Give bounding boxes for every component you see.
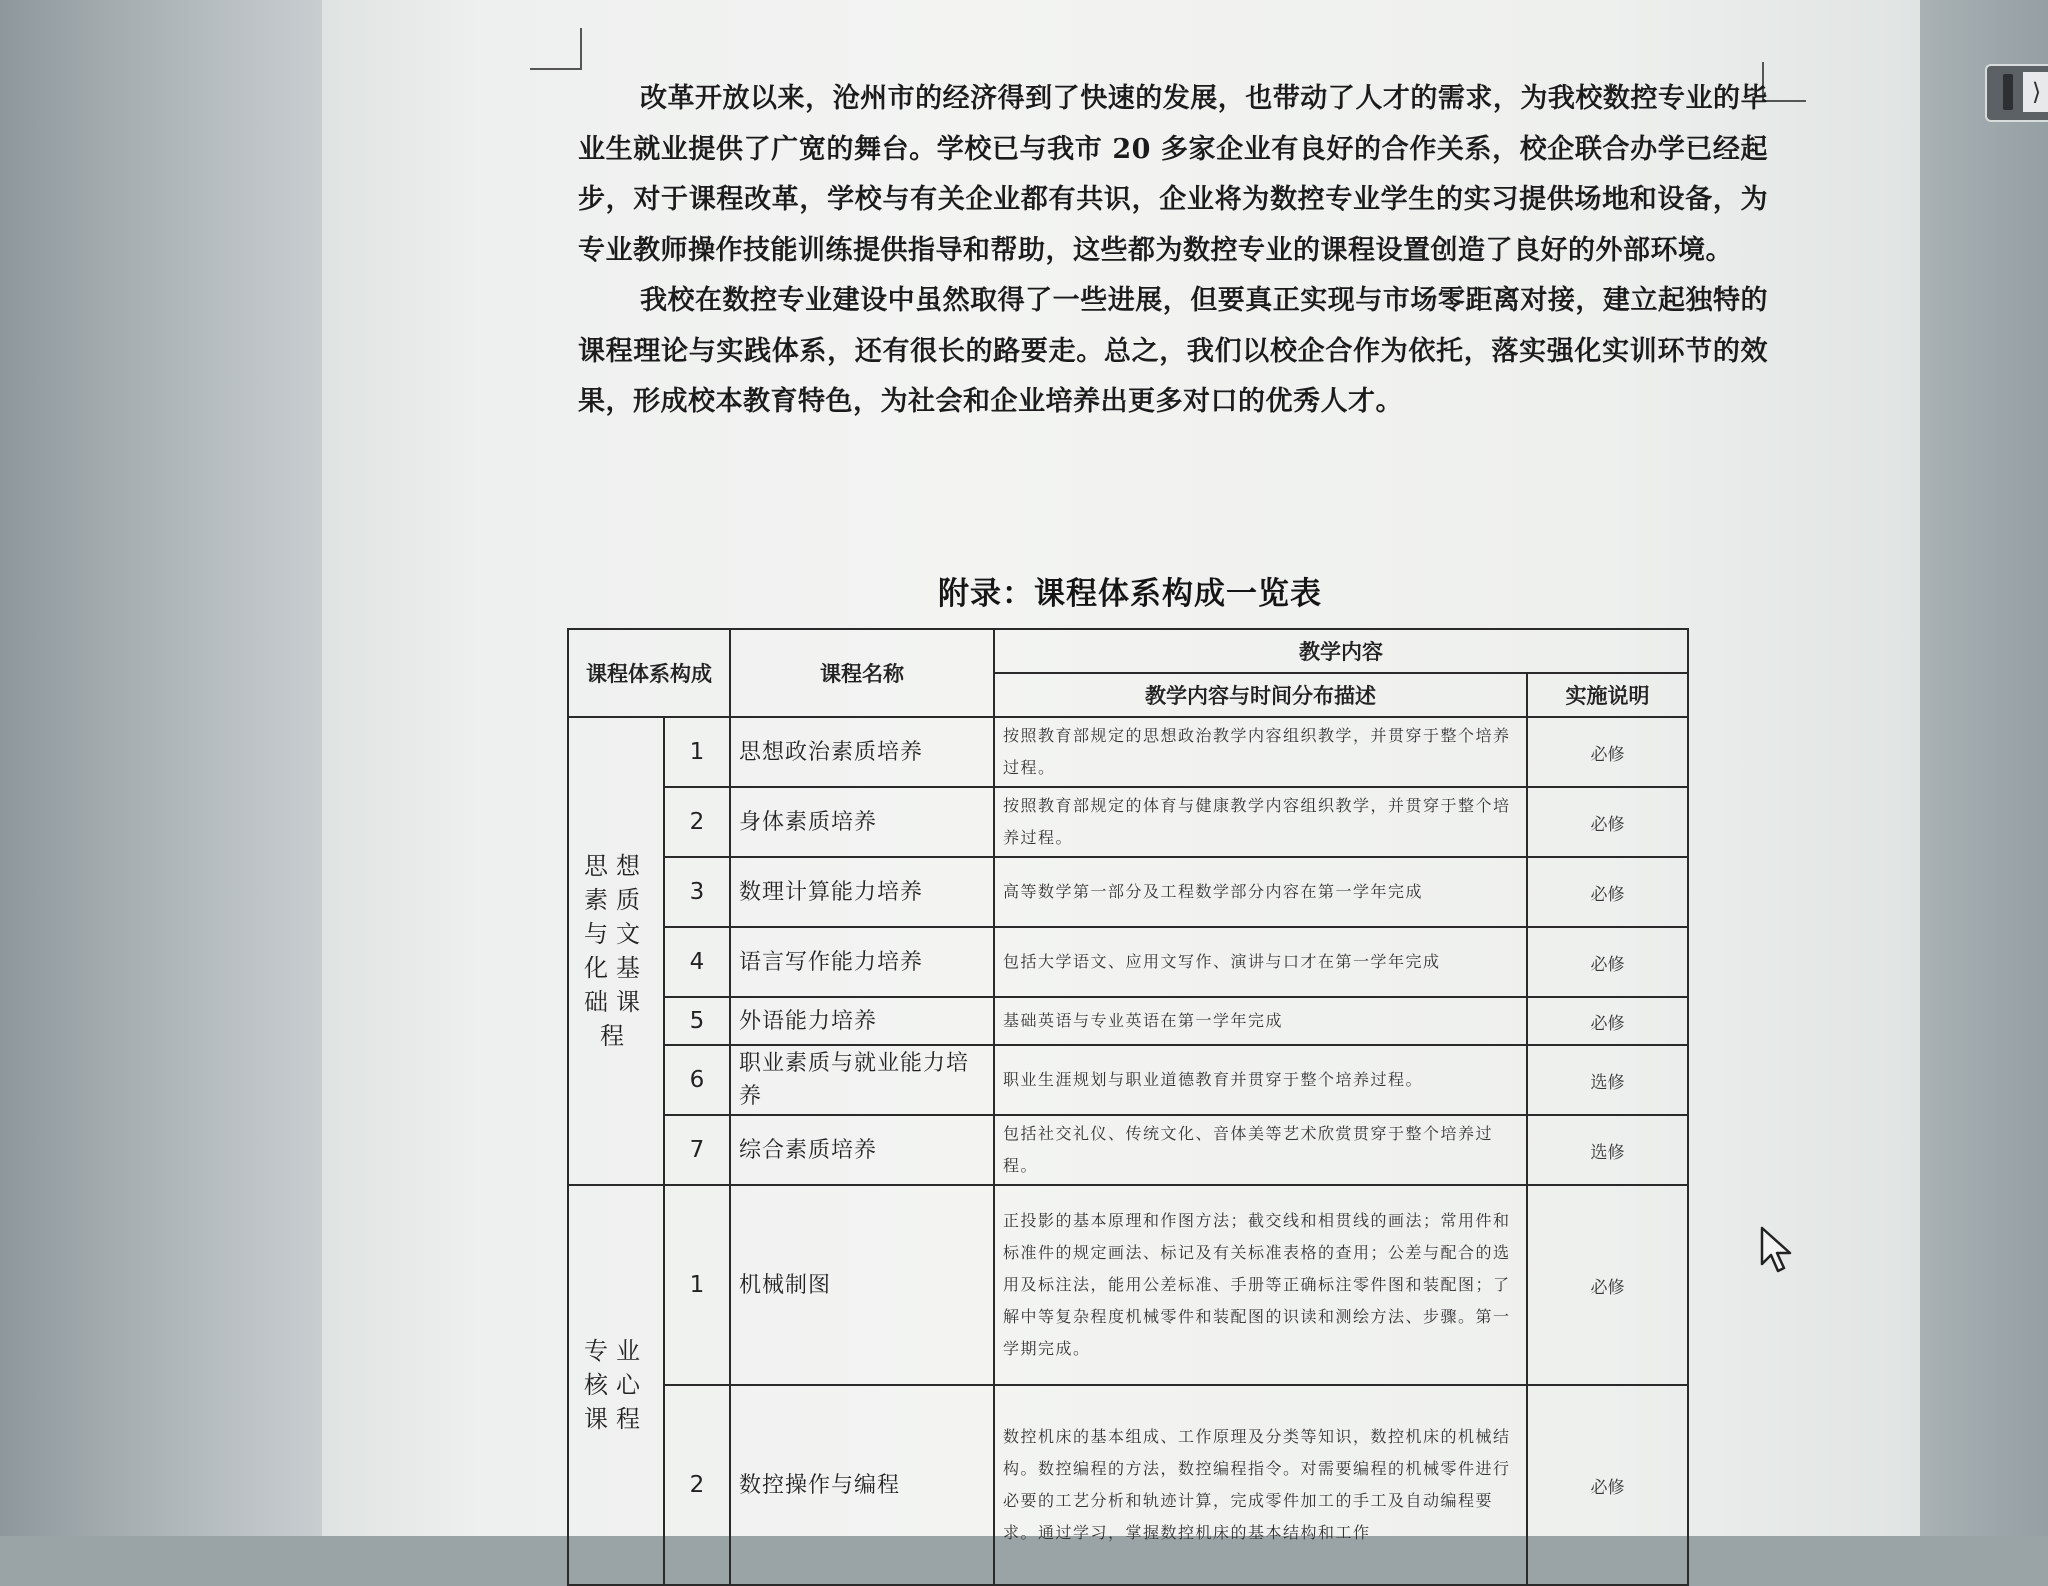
handle-grip-icon	[2003, 74, 2013, 110]
course-note: 必修	[1527, 1385, 1688, 1585]
handle-tab: ⟩	[2023, 72, 2048, 112]
course-system-table	[567, 628, 1689, 1586]
course-description: 按照教育部规定的思想政治教学内容组织教学，并贯穿于整个培养过程。	[994, 717, 1527, 787]
course-note: 必修	[1527, 927, 1688, 997]
course-name: 职业素质与就业能力培养	[730, 1045, 994, 1115]
header-course-name: 课程名称	[730, 629, 994, 717]
side-panel-handle[interactable]	[1985, 64, 2048, 122]
course-name: 综合素质培养	[730, 1115, 994, 1185]
course-description: 数控机床的基本组成、工作原理及分类等知识，数控机床的机械结构。数控编程的方法，数控编程指令。对需要编程的机械零件进行必要的工艺分析和轨迹计算，完成零件加工的手工及自动编程要求。通过学习，掌握数控机床的基本结构和工作	[994, 1385, 1527, 1585]
margin-corner-mark-left	[530, 28, 582, 70]
course-description: 按照教育部规定的体育与健康教学内容组织教学，并贯穿于整个培养过程。	[994, 787, 1527, 857]
course-description: 包括大学语文、应用文写作、演讲与口才在第一学年完成	[994, 927, 1527, 997]
margin-corner-mark-right	[1762, 62, 1806, 102]
table-row	[568, 1385, 1688, 1585]
header-category: 课程体系构成	[568, 629, 730, 717]
course-note: 必修	[1527, 1185, 1688, 1385]
row-number: 1	[664, 717, 730, 787]
course-name: 数控操作与编程	[730, 1385, 994, 1585]
mouse-pointer-icon	[1760, 1226, 1794, 1274]
course-description: 职业生涯规划与职业道德教育并贯穿于整个培养过程。	[994, 1045, 1527, 1115]
table-row	[568, 857, 1688, 927]
course-name: 机械制图	[730, 1185, 994, 1385]
course-name: 身体素质培养	[730, 787, 994, 857]
row-number: 4	[664, 927, 730, 997]
course-note: 选修	[1527, 1045, 1688, 1115]
course-description: 正投影的基本原理和作图方法；截交线和相贯线的画法；常用件和标准件的规定画法、标记及有关标准表格的查用；公差与配合的选用及标注法，能用公差标准、手册等正确标注零件图和装配图；了解中等复杂程度机械零件和装配图的识读和测绘方法、步骤。第一学期完成。	[994, 1185, 1527, 1385]
document-body[interactable]	[578, 74, 1768, 428]
course-note: 必修	[1527, 717, 1688, 787]
table-row	[568, 717, 1688, 787]
course-name: 外语能力培养	[730, 997, 994, 1045]
category-cell: 思想素质与文化基础课程	[568, 717, 664, 1185]
course-note: 必修	[1527, 857, 1688, 927]
course-note: 必修	[1527, 997, 1688, 1045]
row-number: 2	[664, 1385, 730, 1585]
table-row	[568, 927, 1688, 997]
header-teaching-content: 教学内容	[994, 629, 1688, 673]
screen-edge	[1920, 0, 2048, 1536]
header-notes: 实施说明	[1527, 673, 1688, 717]
course-description: 包括社交礼仪、传统文化、音体美等艺术欣赏贯穿于整个培养过程。	[994, 1115, 1527, 1185]
course-note: 必修	[1527, 787, 1688, 857]
table-row	[568, 1115, 1688, 1185]
table-row	[568, 1045, 1688, 1115]
table-row	[568, 787, 1688, 857]
course-name: 思想政治素质培养	[730, 717, 994, 787]
row-number: 6	[664, 1045, 730, 1115]
row-number: 1	[664, 1185, 730, 1385]
row-number: 7	[664, 1115, 730, 1185]
table-row	[568, 1185, 1688, 1385]
course-description: 基础英语与专业英语在第一学年完成	[994, 997, 1527, 1045]
paragraph[interactable]: 改革开放以来，沧州市的经济得到了快速的发展，也带动了人才的需求，为我校数控专业的毕业生就业提供了广宽的舞台。学校已与我市 20 多家企业有良好的合作关系，校企联合办学已经起步，对于课程改革，学校与有关企业都有共识，企业将为数控专业学生的实习提供场地和设备，为专业教师操作技能训练提供指导和帮助，这些都为数控专业的课程设置创造了良好的外部环境。	[578, 83, 1768, 266]
table-title: 附录：课程体系构成一览表	[938, 576, 1322, 612]
header-content-description: 教学内容与时间分布描述	[994, 673, 1527, 717]
paragraph[interactable]: 我校在数控专业建设中虽然取得了一些进展，但要真正实现与市场零距离对接，建立起独特的课程理论与实践体系，还有很长的路要走。总之，我们以校企合作为依托，落实强化实训环节的效果，形成校本教育特色，为社会和企业培养出更多对口的优秀人才。	[578, 285, 1768, 417]
course-name: 语言写作能力培养	[730, 927, 994, 997]
course-name: 数理计算能力培养	[730, 857, 994, 927]
course-description: 高等数学第一部分及工程数学部分内容在第一学年完成	[994, 857, 1527, 927]
row-number: 2	[664, 787, 730, 857]
table-row	[568, 997, 1688, 1045]
row-number: 3	[664, 857, 730, 927]
category-cell: 专业核心课程	[568, 1185, 664, 1585]
course-note: 选修	[1527, 1115, 1688, 1185]
row-number: 5	[664, 997, 730, 1045]
